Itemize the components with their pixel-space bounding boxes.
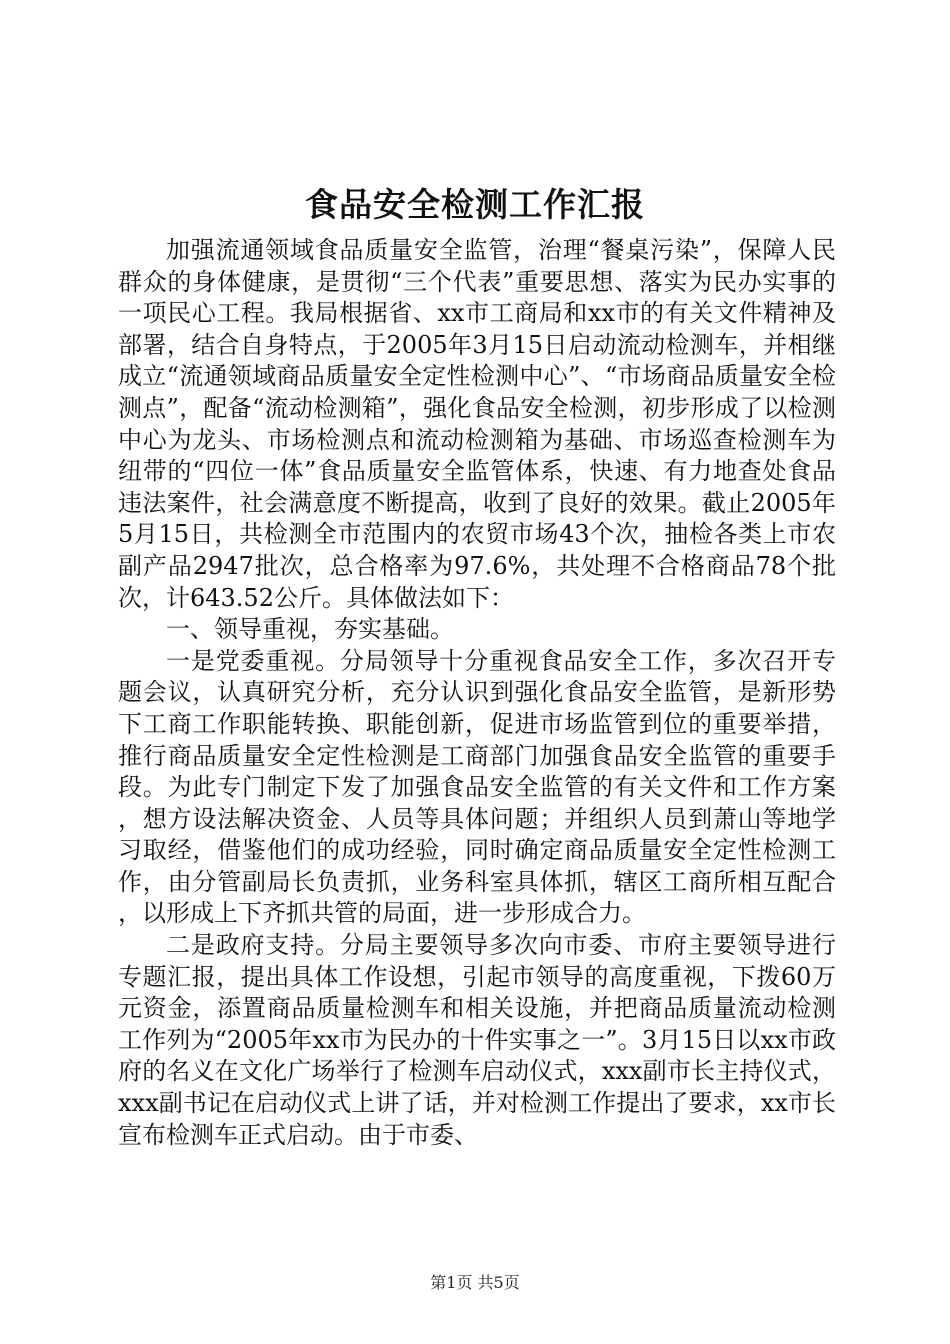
paragraph-intro: 加强流通领域食品质量安全监管，治理“餐桌污染”，保障人民群众的身体健康，是贯彻“三个代表”重要思想、落实为民办实事的一项民心工程。我局根据省、xx市工商局和xx市的有关文件精神及部署，结合自身特点，于2005年3月15日启动流动检测车，并相继成立“流通领域商品质量安全定性检测中心”、“市场商品质量安全检测点”，配备“流动检测箱”，强化食品安全检测，初步形成了以检测中心为龙头、市场检测点和流动检测箱为基础、市场巡查检测车为纽带的“四位一体”食品质量安全监管体系，快速、有力地查处食品违法案件，社会满意度不断提高，收到了良好的效果。截止2005年5月15日，共检测全市范围内的农贸市场43个次，抽检各类上市农副产品2947批次，总合格率为97.6%，共处理不合格商品78个批次，计643.52公斤。具体做法如下： xyxy=(118,236,836,612)
section-heading-1: 一、领导重视，夯实基础。 xyxy=(166,615,454,644)
paragraph-government-support: 二是政府支持。分局主要领导多次向市委、市府主要领导进行专题汇报，提出具体工作设想，引起市领导的高度重视，下拨60万元资金，添置商品质量检测车和相关设施，并把商品质量流动检测工作列为“2005年xx市为民办的十件实事之一”。3月15日以xx市政府的名义在文化广场举行了检测车启动仪式，xxx副市长主持仪式，xxx副书记在启动仪式上讲了话，并对检测工作提出了要求，xx市长宣布检测车正式启动。由于市委、 xyxy=(118,931,836,1149)
document-body xyxy=(118,235,836,1151)
document-title: 食品安全检测工作汇报 xyxy=(305,185,645,224)
page-footer: 第1页 共5页 xyxy=(430,1273,520,1292)
paragraph-party-committee: 一是党委重视。分局领导十分重视食品安全工作，多次召开专题会议，认真研究分析，充分认识到强化食品安全监管，是新形势下工商工作职能转换、职能创新，促进市场监管到位的重要举措，推行商品质量安全定性检测是工商部门加强食品安全监管的重要手段。为此专门制定下发了加强食品安全监管的有关文件和工作方案，想方设法解决资金、人员等具体问题；并组织人员到萧山等地学习取经，借鉴他们的成功经验，同时确定商品质量安全定性检测工作，由分管副局长负责抓，业务科室具体抓，辖区工商所相互配合，以形成上下齐抓共管的局面，进一步形成合力。 xyxy=(118,646,836,928)
